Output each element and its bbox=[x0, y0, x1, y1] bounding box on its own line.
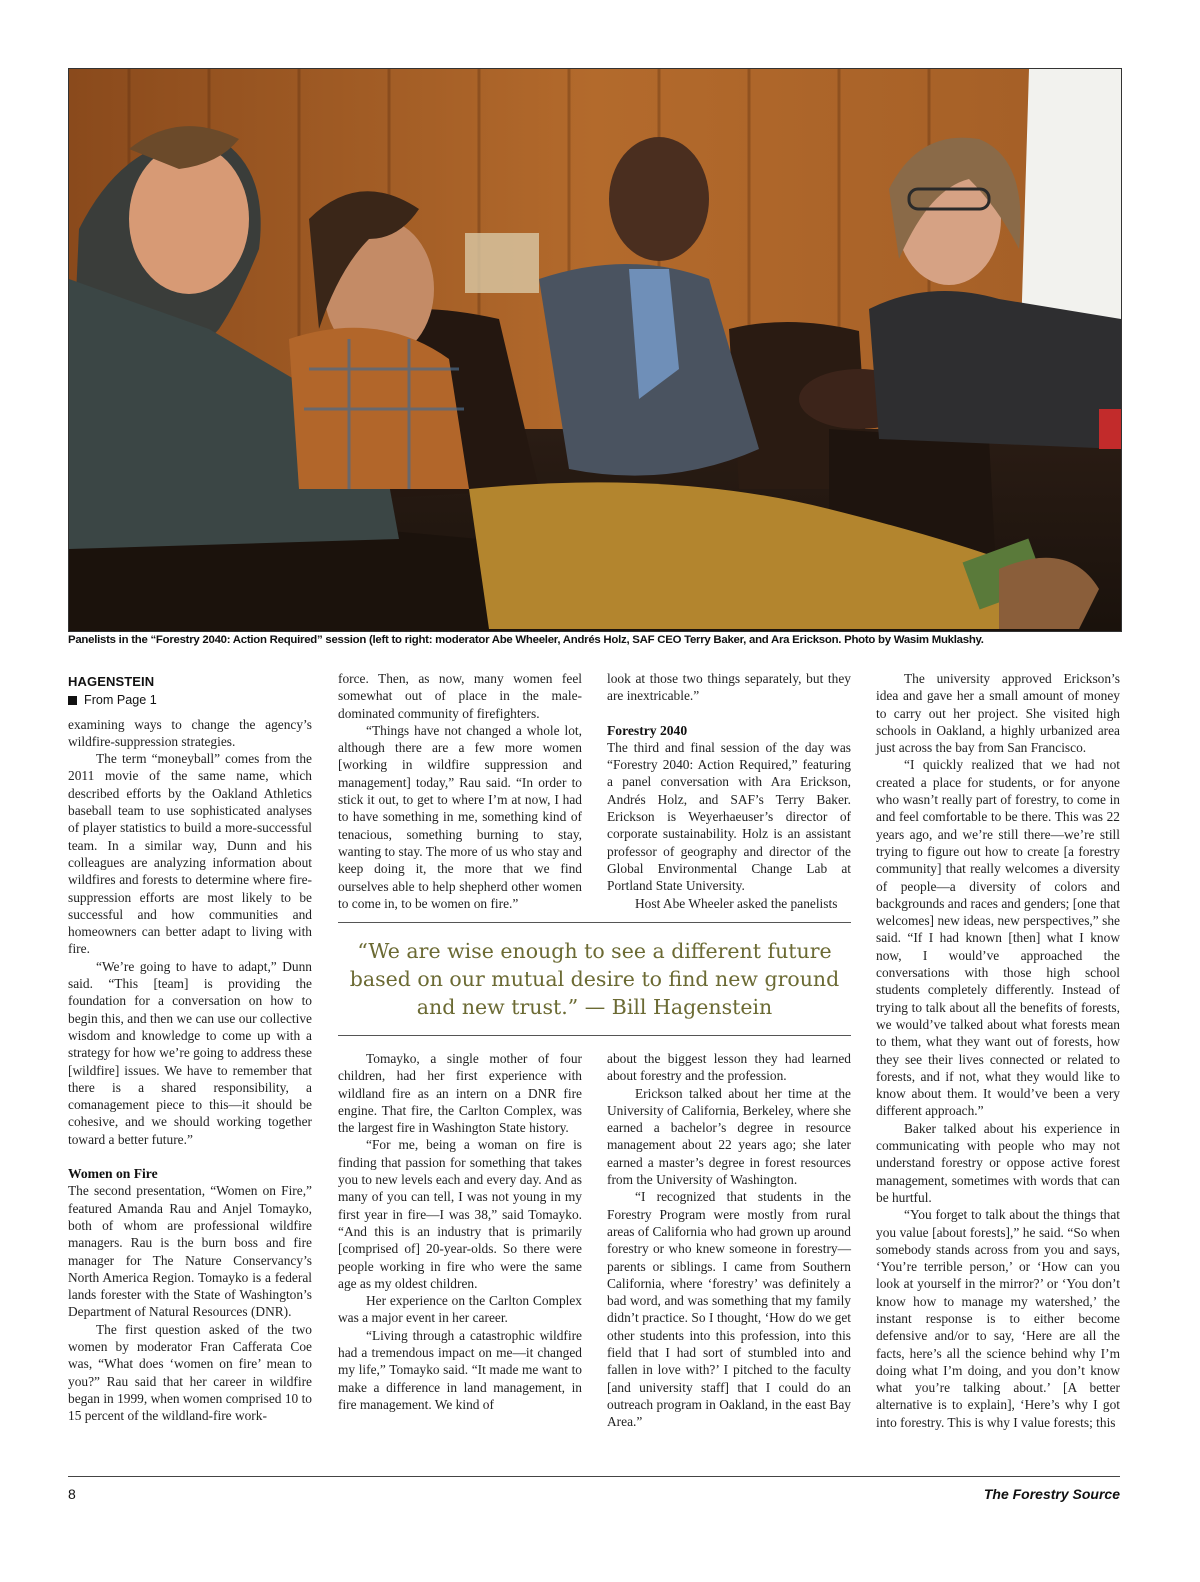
paragraph: Her experience on the Carlton Complex was a major event in her career. bbox=[338, 1293, 582, 1326]
subhead-women-on-fire: Women on Fire bbox=[68, 1166, 158, 1182]
panel-photo bbox=[68, 68, 1122, 632]
pull-quote-text: “We are wise enough to see a different future based on our mutual desire to find new ground and new trust.” — Bill Hagenstein bbox=[349, 939, 840, 1019]
paragraph: Erickson talked about her time at the University of California, Berkeley, where she earned a bachelor’s degree in resource management about 22 years ago; she later earned a master’s degree in forest resources from the University of Washington. bbox=[607, 1085, 851, 1188]
paragraph: about the biggest lesson they had learned about forestry and the profession. bbox=[607, 1051, 851, 1084]
paragraph: “Living through a catastrophic wildfire had a tremendous impact on me—it changed my life,” Tomayko said. “It made me want to make a difference in land management, in fire management. We kind of bbox=[338, 1327, 582, 1412]
paragraph: force. Then, as now, many women feel somewhat out of place in the male-dominated community of firefighters. bbox=[338, 671, 582, 721]
paragraph: look at those two things separately, but they are inextricable.” bbox=[607, 671, 851, 704]
bullet-square-icon bbox=[68, 696, 77, 705]
column-4 bbox=[876, 670, 1120, 1431]
paragraph: Tomayko, a single mother of four children, had her first experience with wildland fire as an intern on a DNR fire engine. That fire, the Carlton Complex, was the largest fire in Washington State history. bbox=[338, 1051, 582, 1136]
column-2-bottom bbox=[338, 1050, 582, 1413]
paragraph: “We’re going to have to adapt,” Dunn said. “This [team] is providing the foundation for a conversation on how to begin this, and then we can use our collective wisdom and knowledge to come up with a strategy for how we’re going to address these [wildfire] issues. We have to remember that there is a shared responsibility, a comanagement piece to this—it should be cohesive, and we should working together toward a better future.” bbox=[68, 958, 312, 1147]
footer-rule bbox=[68, 1476, 1120, 1477]
paragraph: Baker talked about his experience in communicating with people who may not understand forestry or oppose active forest management, sometimes with words that can be hurtful. bbox=[876, 1120, 1120, 1205]
column-2-top bbox=[338, 670, 582, 912]
paragraph: The first question asked of the two women by moderator Fran Cafferata Coe was, “What does ‘women on fire’ mean to you?” Rau said that her career in wildfire began in 1999, when women comprised 10 to 15 percent of the wildland-fire work- bbox=[68, 1321, 312, 1424]
paragraph: “I recognized that students in the Forestry Program were mostly from rural areas of California who had grown up around forestry or who knew someone in forestry—parents or siblings. I came from Southern California, where ‘forestry’ was definitely a bad word, and was something that my family didn’t practice. So I thought, ‘How do we get other students into this profession, into this field that I had sort of stumbled into and fallen in love with?’ I pitched to the faculty [and university staff] that I could do an outreach program in Oakland, in the east Bay Area.” bbox=[607, 1189, 851, 1430]
paragraph: “You forget to talk about the things that you value [about forests],” he said. “So when somebody stands across from you and says, ‘You’re terrible person,’ or ‘How can you look at yourself in the mirror?’ or ‘You don’t know how to manage my watershed,’ the instant response is to either become defensive and/or to say, ‘Here are all the facts, here’s all the science behind why I’m doing what I’m doing, and you don’t know what you’re talking about.’ [A better alternative is to explain], ‘Here’s why I got into forestry. This is why I value forests; this bbox=[876, 1207, 1120, 1430]
paragraph: The term “moneyball” comes from the 2011 movie of the same name, which described efforts by the Oakland Athletics baseball team to use sophisticated analyses of player statistics to build a more-successful team. In a similar way, Dunn and his colleagues are analyzing information about wildfires and forests to determine where fire-suppression efforts are most likely to be successful and how communities and homeowners can better adapt to living with fire. bbox=[68, 751, 312, 957]
column-3-top bbox=[607, 670, 851, 912]
page-number: 8 bbox=[68, 1486, 76, 1502]
column-3-bottom bbox=[607, 1050, 851, 1431]
paragraph: “I quickly realized that we had not created a place for students, or for anyone who wasn’t really part of forestry, to come in and feel comfortable to be there. This was 22 years ago, and we’re still there—we’re still trying to figure out how to create [a forestry community] that really welcomes a diversity of people—a diversity of colors and backgrounds and races and genders; [one that welcomes] new ideas, new perspectives,” she said. “If I had known [then] what I know now, I would’ve approached the conversations with those high school students completely differently. Instead of trying to talk about all the benefits of forests, we would’ve talked about what forests mean to them, what they want out of forests, how they see their lives connected or related to forests, and if not, what they would like to know about them. It would’ve been a very different approach.” bbox=[876, 757, 1120, 1119]
from-page-label: From Page 1 bbox=[84, 693, 157, 708]
paragraph: The third and final session of the day was “Forestry 2040: Action Required,” featuring a panel conversation with Ara Erickson, Andrés Holz, and SAF’s Terry Baker. Erickson is Weyerhaeuser’s director of corporate sustainability. Holz is an assistant professor of geography and director of the Global Environmental Change Lab at Portland State University. bbox=[607, 739, 851, 894]
paragraph: “Things have not changed a whole lot, although there are a few more women [working in wildfire suppression and management] today,” Rau said. “In order to stick it out, to get to where I’m at now, I had to have something in me, something kind of tenacious, something burning to stay, wanting to stay. The more of us who stay and keep doing it, the more that we find ourselves able to help shepherd other women to come in, to be women on fire.” bbox=[338, 722, 582, 911]
paragraph: Host Abe Wheeler asked the panelists bbox=[635, 895, 838, 911]
photo-caption: Panelists in the “Forestry 2040: Action Required” session (left to right: moderator Abe Wheeler, Andrés Holz, SAF CEO Terry Baker, and Ara Erickson. Photo by Wasim Muklashy. bbox=[68, 634, 984, 646]
pull-quote bbox=[338, 922, 851, 1036]
paragraph: examining ways to change the agency’s wildfire-suppression strategies. bbox=[68, 716, 312, 749]
paragraph: “For me, being a woman on fire is finding that passion for something that takes you to new levels each and every day. And as many of you can tell, I was not young in my first year in fire—I was 38,” said Tomayko. “And this is an industry that is primarily [comprised of] 20-year-olds. So there were people working in fire who were the same age as my oldest children. bbox=[338, 1137, 582, 1291]
paragraph: The second presentation, “Women on Fire,” featured Amanda Rau and Anjel Tomayko, both of whom are professional wildfire managers. Rau is the burn boss and fire manager for The Nature Conservancy’s North America Region. Tomayko is a federal lands forester with the State of Washington’s Department of Natural Resources (DNR). bbox=[68, 1183, 312, 1320]
continued-from-line bbox=[68, 692, 312, 709]
article-kicker: HAGENSTEIN bbox=[68, 674, 155, 689]
column-1 bbox=[68, 670, 312, 1424]
publication-name: The Forestry Source bbox=[983, 1486, 1120, 1502]
paragraph: The university approved Erickson’s idea and gave her a small amount of money to carry out her project. She visited high schools in Oakland, a highly urbanized area just across the bay from San Francisco. bbox=[876, 671, 1120, 756]
subhead-forestry-2040: Forestry 2040 bbox=[607, 722, 688, 738]
